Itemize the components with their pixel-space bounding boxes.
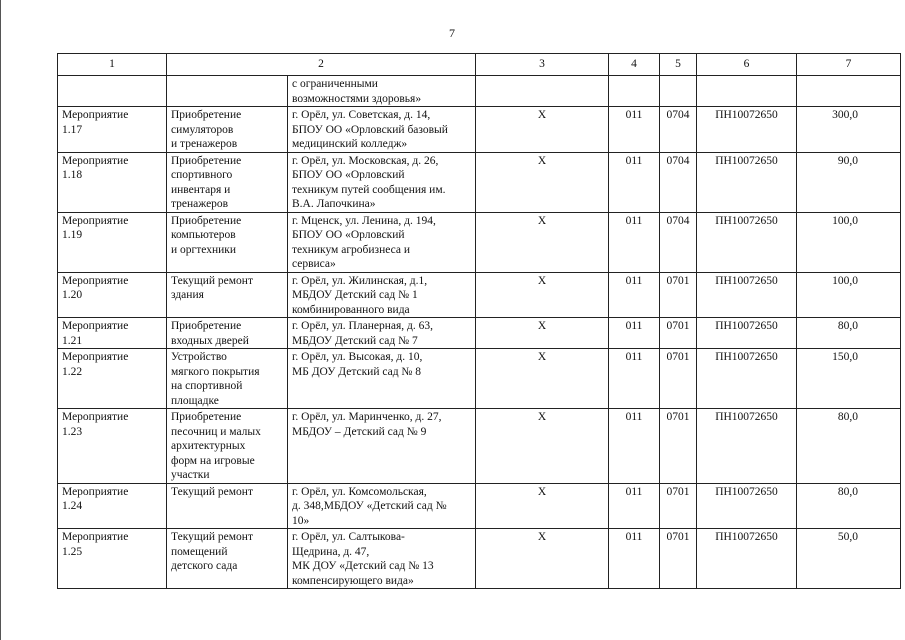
- column-header: 7: [797, 54, 901, 76]
- column-header: 6: [697, 54, 797, 76]
- section-cell: 0701: [660, 529, 697, 589]
- code-cell: 011: [609, 212, 660, 272]
- amount-cell: 150,0: [797, 349, 901, 409]
- section-cell: 0701: [660, 272, 697, 318]
- section-cell: 0704: [660, 152, 697, 212]
- name-cell: Текущий ремонт: [167, 483, 288, 529]
- name-cell: Приобретение симуляторов и тренажеров: [167, 107, 288, 153]
- event-cell: Мероприятие 1.22: [58, 349, 167, 409]
- column-header: 4: [609, 54, 660, 76]
- target-article-cell: ПН10072650: [697, 212, 797, 272]
- address-cell: г. Орёл, ул. Планерная, д. 63, МБДОУ Детский сад № 7: [288, 318, 476, 349]
- section-cell: 0701: [660, 318, 697, 349]
- event-cell: Мероприятие 1.23: [58, 409, 167, 484]
- name-cell: Приобретение спортивного инвентаря и тренажеров: [167, 152, 288, 212]
- section-cell: 0701: [660, 409, 697, 484]
- target-article-cell: ПН10072650: [697, 107, 797, 153]
- section-cell: 0701: [660, 483, 697, 529]
- address-cell: г. Орёл, ул. Маринченко, д. 27, МБДОУ – Детский сад № 9: [288, 409, 476, 484]
- code-cell: 011: [609, 318, 660, 349]
- marker-cell: Х: [476, 349, 609, 409]
- column-header: 5: [660, 54, 697, 76]
- address-cell: с ограниченными возможностями здоровья»: [288, 76, 476, 107]
- section-cell: 0704: [660, 107, 697, 153]
- table-row: [58, 272, 901, 318]
- code-cell: 011: [609, 483, 660, 529]
- marker-cell: Х: [476, 107, 609, 153]
- continuation-row: [58, 76, 901, 107]
- table-row: [58, 349, 901, 409]
- section-cell: 0701: [660, 349, 697, 409]
- table-cell: [609, 76, 660, 107]
- column-number-row: [58, 54, 901, 76]
- budget-table: [57, 53, 901, 589]
- address-cell: г. Орёл, ул. Комсомольская, д. 348,МБДОУ «Детский сад № 10»: [288, 483, 476, 529]
- target-article-cell: ПН10072650: [697, 529, 797, 589]
- marker-cell: Х: [476, 272, 609, 318]
- amount-cell: 50,0: [797, 529, 901, 589]
- event-cell: Мероприятие 1.24: [58, 483, 167, 529]
- code-cell: 011: [609, 107, 660, 153]
- marker-cell: Х: [476, 409, 609, 484]
- target-article-cell: ПН10072650: [697, 349, 797, 409]
- code-cell: 011: [609, 272, 660, 318]
- code-cell: 011: [609, 529, 660, 589]
- event-cell: Мероприятие 1.25: [58, 529, 167, 589]
- name-cell: Текущий ремонт помещений детского сада: [167, 529, 288, 589]
- amount-cell: 300,0: [797, 107, 901, 153]
- amount-cell: 80,0: [797, 409, 901, 484]
- address-cell: г. Орёл, ул. Московская, д. 26, БПОУ ОО «Орловский техникум путей сообщения им. В.А. Лапочкина»: [288, 152, 476, 212]
- amount-cell: 100,0: [797, 272, 901, 318]
- marker-cell: Х: [476, 529, 609, 589]
- address-cell: г. Орёл, ул. Жилинская, д.1, МБДОУ Детский сад № 1 комбинированного вида: [288, 272, 476, 318]
- address-cell: г. Орёл, ул. Салтыкова- Щедрина, д. 47, МК ДОУ «Детский сад № 13 компенсирующего вида»: [288, 529, 476, 589]
- page-number: 7: [449, 26, 455, 40]
- column-header: 2: [167, 54, 476, 76]
- column-header: 1: [58, 54, 167, 76]
- page-left-edge: [0, 0, 1, 640]
- code-cell: 011: [609, 409, 660, 484]
- target-article-cell: ПН10072650: [697, 483, 797, 529]
- target-article-cell: ПН10072650: [697, 409, 797, 484]
- target-article-cell: ПН10072650: [697, 152, 797, 212]
- table-row: [58, 212, 901, 272]
- amount-cell: 100,0: [797, 212, 901, 272]
- name-cell: Устройство мягкого покрытия на спортивной площадке: [167, 349, 288, 409]
- column-header: 3: [476, 54, 609, 76]
- address-cell: г. Орёл, ул. Высокая, д. 10, МБ ДОУ Детский сад № 8: [288, 349, 476, 409]
- event-cell: Мероприятие 1.21: [58, 318, 167, 349]
- event-cell: Мероприятие 1.18: [58, 152, 167, 212]
- target-article-cell: ПН10072650: [697, 272, 797, 318]
- table-row: [58, 318, 901, 349]
- table-cell: [797, 76, 901, 107]
- marker-cell: Х: [476, 483, 609, 529]
- name-cell: Приобретение песочниц и малых архитектурных форм на игровые участки: [167, 409, 288, 484]
- table-cell: [58, 76, 167, 107]
- table-row: [58, 529, 901, 589]
- table-row: [58, 483, 901, 529]
- code-cell: 011: [609, 152, 660, 212]
- code-cell: 011: [609, 349, 660, 409]
- table-cell: [660, 76, 697, 107]
- event-cell: Мероприятие 1.17: [58, 107, 167, 153]
- amount-cell: 80,0: [797, 318, 901, 349]
- table-row: [58, 107, 901, 153]
- marker-cell: Х: [476, 212, 609, 272]
- table-cell: [476, 76, 609, 107]
- event-cell: Мероприятие 1.19: [58, 212, 167, 272]
- table-cell: [167, 76, 288, 107]
- name-cell: Приобретение компьютеров и оргтехники: [167, 212, 288, 272]
- amount-cell: 90,0: [797, 152, 901, 212]
- table-row: [58, 152, 901, 212]
- table-row: [58, 409, 901, 484]
- table-cell: [697, 76, 797, 107]
- event-cell: Мероприятие 1.20: [58, 272, 167, 318]
- marker-cell: Х: [476, 152, 609, 212]
- amount-cell: 80,0: [797, 483, 901, 529]
- name-cell: Приобретение входных дверей: [167, 318, 288, 349]
- name-cell: Текущий ремонт здания: [167, 272, 288, 318]
- target-article-cell: ПН10072650: [697, 318, 797, 349]
- address-cell: г. Орёл, ул. Советская, д. 14, БПОУ ОО «Орловский базовый медицинский колледж»: [288, 107, 476, 153]
- address-cell: г. Мценск, ул. Ленина, д. 194, БПОУ ОО «Орловский техникум агробизнеса и сервиса»: [288, 212, 476, 272]
- marker-cell: Х: [476, 318, 609, 349]
- section-cell: 0704: [660, 212, 697, 272]
